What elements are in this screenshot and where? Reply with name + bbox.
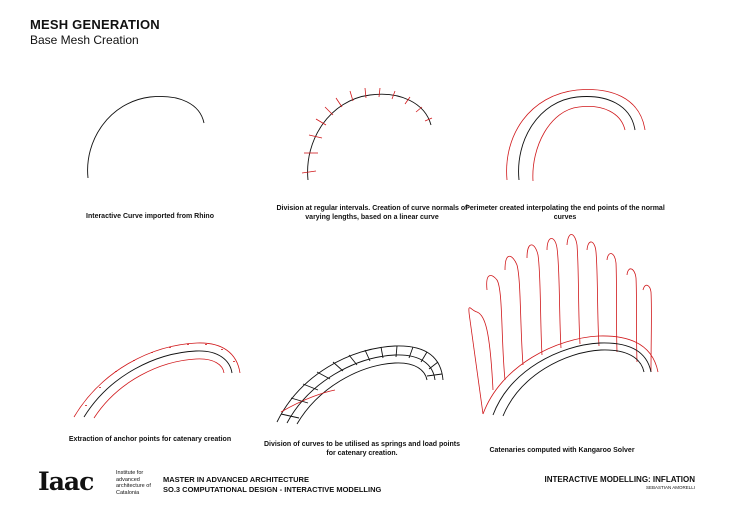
program-info [163, 475, 381, 494]
panel-3-caption: Perimeter created interpolating the end points of the normal curves [465, 205, 665, 221]
panel-5-caption: Division of curves to be utilised as springs and load points for catenary creation. [263, 441, 461, 457]
page-subtitle: Base Mesh Creation [30, 33, 139, 47]
program-line-1: MASTER IN ADVANCED ARCHITECTURE [163, 475, 309, 484]
project-info [544, 475, 695, 490]
page-title: MESH GENERATION [30, 17, 160, 32]
logo-subtitle: Institute for advanced architecture of Catalonia [116, 470, 151, 496]
panel-4-caption: Extraction of anchor points for catenary creation [68, 436, 232, 443]
logo-wordmark: Iaac [38, 467, 94, 496]
panel-2-caption: Division at regular intervals. Creation of curve normals of varying lengths, based on a linear curve [276, 205, 468, 221]
panel-6-caption: Catenaries computed with Kangaroo Solver [489, 447, 635, 454]
program-line-2: SO.3 COMPUTATIONAL DESIGN - INTERACTIVE MODELLING [163, 484, 382, 494]
project-title: INTERACTIVE MODELLING: INFLATION [544, 475, 695, 484]
panel-1-caption: Interactive Curve imported from Rhino [86, 213, 214, 220]
panel-6-drawing [465, 230, 665, 425]
panel-3-drawing [505, 85, 650, 185]
panel-4-drawing [72, 335, 247, 420]
panel-2-drawing [300, 85, 440, 185]
panel-5-drawing [275, 340, 450, 425]
iaac-logo [38, 467, 93, 496]
panel-1-drawing [80, 90, 220, 190]
author-name: SEBASTIAN AMORELLI [645, 485, 695, 490]
